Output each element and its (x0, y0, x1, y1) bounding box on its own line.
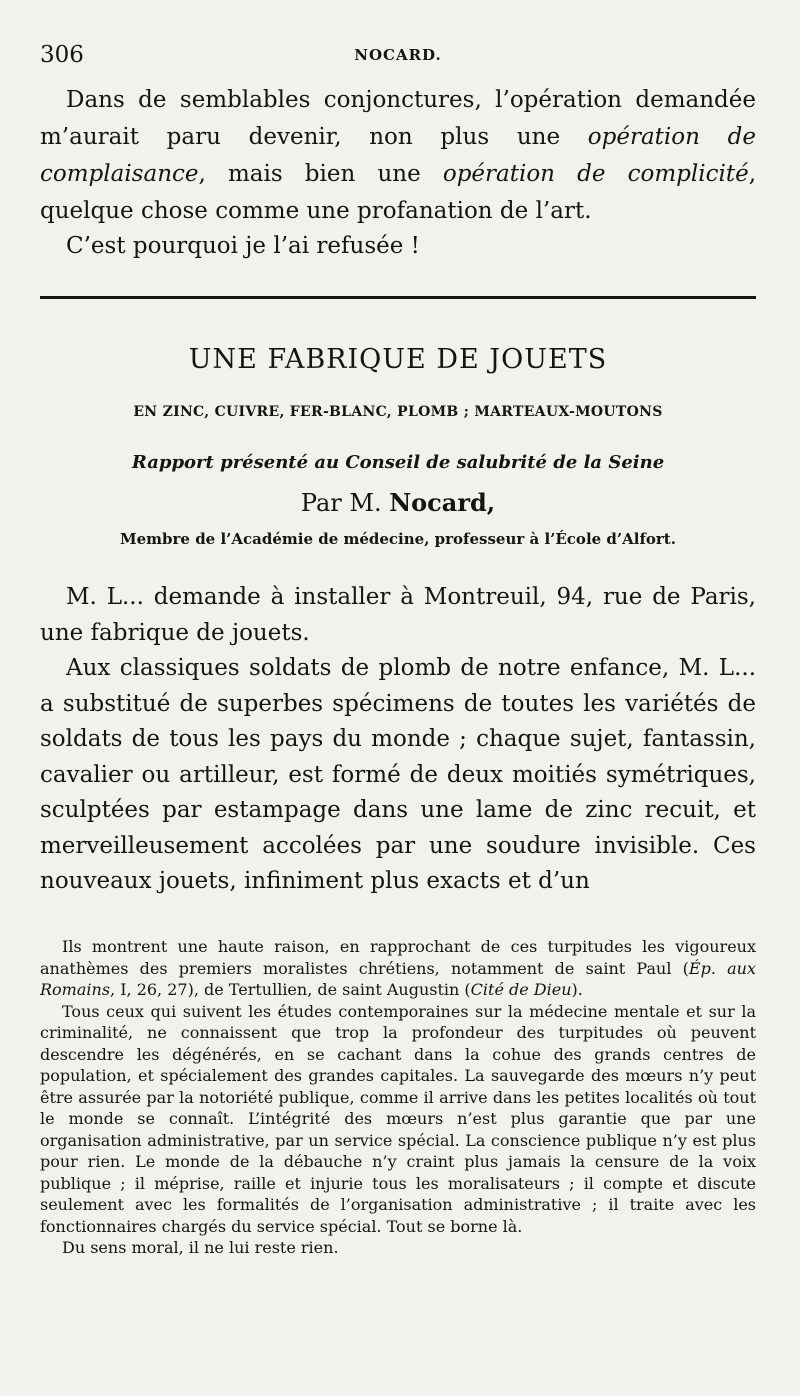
section-divider (40, 296, 756, 299)
article-title: UNE FABRIQUE DE JOUETS (188, 344, 608, 375)
body-paragraph: M. L... demande à installer à Montreuil, 94, rue de Paris, une fabrique de jouets. (40, 584, 756, 646)
footnote-italic-a: Ép. aux Romains (40, 958, 757, 999)
author-line (40, 488, 756, 517)
author-prefix: Par M. (300, 489, 390, 517)
intro-conclusion: C’est pourquoi je l’ai refusée ! (66, 233, 420, 259)
author-name: Nocard, (389, 488, 496, 517)
footnote-text-a: Ils montrent une haute raison, en rapprochant de ces turpitudes les vigoureux anathèmes des premiers moralistes chrétiens, notamment de saint Paul ( (40, 937, 756, 978)
article-subtitle: EN ZINC, CUIVRE, FER-BLANC, PLOMB ; MARTEAUX-MOUTONS (133, 404, 663, 420)
footnote-paragraph: Tous ceux qui suivent les études contemporaines sur la médecine mentale et sur la criminalité, ne connaissent que trop la profondeur des turpitudes où peuvent descendre les dégénérés, en se cachant dans la cohue des grands centres de population, et spécialement des grandes capitales. La sauvegarde des mœurs n’y peut être assurée par la notoriété publique, comme il arrive dans les petites localités où tout le monde se connaît. L’intégrité des mœurs n’est plus garantie que par une organisation administrative, par un service spécial. La conscience publique n’y est plus pour rien. Le monde de la débauche n’y craint plus jamais la censure de la voix publique ; il méprise, raille et injurie tous les moralisateurs ; il compte et discute seulement avec les formalités de l’organisation administrative ; il traite avec les fonctionnaires chargés du service spécial. Tout se borne là. (40, 1001, 756, 1236)
intro-italic-b: opération de complicité (442, 161, 749, 187)
footnote-text-b: , I, 26, 27), de Tertullien, de saint Augustin ( (110, 980, 471, 999)
footnote-italic-b: Cité de Dieu (470, 980, 572, 999)
footnote (40, 936, 756, 1259)
running-title: NOCARD. (354, 46, 442, 64)
footnote-text-c: ). (571, 980, 583, 999)
intro-text-c: , quelque chose comme une profanation de l’art. (40, 161, 756, 224)
article-body (40, 580, 756, 900)
page-number: 306 (40, 42, 84, 68)
report-line: Rapport présenté au Conseil de salubrité de la Seine (131, 452, 665, 473)
footnote-paragraph (40, 936, 756, 1001)
intro-text-a: Dans de semblables conjonctures, l’opération demandée m’aurait paru devenir, non plus une (40, 87, 756, 150)
body-paragraph: Aux classiques soldats de plomb de notre enfance, M. L... a substitué de superbes spécimens de toutes les variétés de soldats de tous les pays du monde ; chaque sujet, fantassin, cavalier ou artilleur, est formé de deux moitiés symétriques, sculptées par estampage dans une lame de zinc recuit, et merveilleusement accolées par une soudure invisible. Ces nouveaux jouets, infiniment plus exacts et d’un (40, 655, 756, 894)
intro-text-b: , mais bien une (198, 161, 443, 187)
intro-paragraph (40, 82, 756, 230)
author-affiliation: Membre de l’Académie de médecine, professeur à l’École d’Alfort. (120, 530, 676, 548)
footnote-paragraph: Du sens moral, il ne lui reste rien. (62, 1238, 339, 1257)
intro-italic-a: opération de complaisance (40, 124, 756, 187)
running-head (40, 42, 756, 72)
